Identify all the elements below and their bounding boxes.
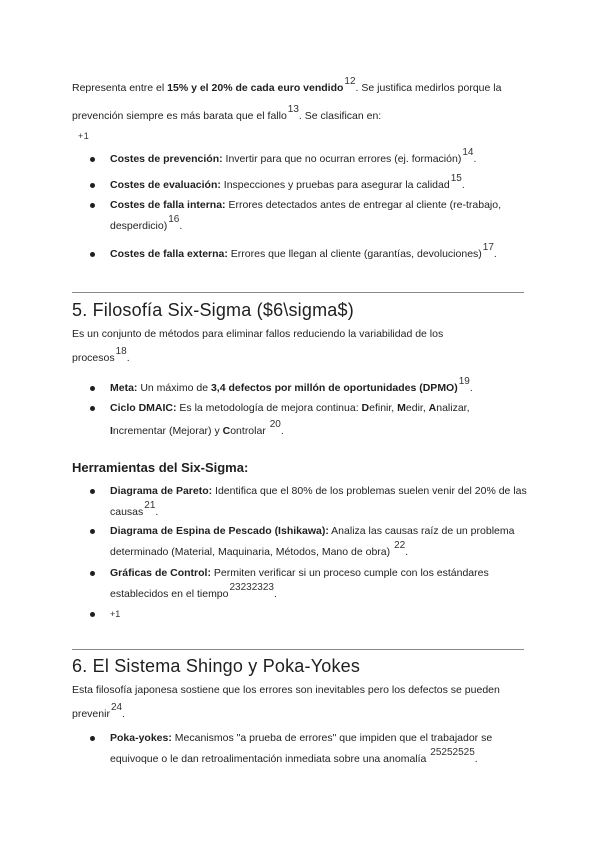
list-item-text: Errores que llegan al cliente (garantías, devoluciones) bbox=[227, 248, 482, 260]
footnote-ref[interactable]: 24 bbox=[110, 702, 123, 713]
list-item-label: Costes de falla externa: bbox=[110, 248, 228, 260]
bullet bbox=[90, 386, 95, 391]
list-item-diagrama-pareto bbox=[110, 481, 530, 523]
list-item-label: Meta: bbox=[110, 382, 138, 394]
list-item-costes-prevencion bbox=[110, 149, 530, 170]
dmaic-letter: D bbox=[361, 402, 370, 414]
footnote-ref[interactable]: 13 bbox=[287, 104, 299, 115]
footnote-ref[interactable]: 16 bbox=[168, 214, 180, 225]
section-heading-six-sigma: 5. Filosofía Six-Sigma ($6\sigma$) bbox=[72, 300, 354, 320]
punctuation: . bbox=[155, 506, 159, 518]
punctuation: . bbox=[473, 153, 477, 165]
list-item-text: Invertir para que no ocurran errores (ej. formación) bbox=[222, 153, 462, 165]
bullet bbox=[90, 571, 95, 576]
dmaic-letter: A bbox=[428, 402, 437, 414]
footnote-ref[interactable]: 22 bbox=[394, 540, 406, 551]
section-divider bbox=[72, 292, 524, 293]
list-item-label: Gráficas de Control: bbox=[110, 567, 211, 579]
intro-text: Representa entre el bbox=[72, 82, 168, 94]
footnote-ref[interactable]: 21 bbox=[144, 500, 156, 511]
footnote-ref[interactable]: 20 bbox=[269, 419, 281, 430]
punctuation: . bbox=[122, 708, 125, 720]
intro-text: prevención siempre es más barata que el fallo bbox=[72, 110, 287, 122]
intro-text: . Se justifica medirlos porque la bbox=[355, 82, 502, 94]
footnote-ref[interactable]: 19 bbox=[458, 376, 470, 387]
dmaic-letter: I bbox=[110, 425, 113, 437]
list-item-text: efinir, bbox=[369, 402, 398, 414]
bullet bbox=[90, 489, 95, 494]
list-item-label: Costes de falla interna: bbox=[110, 199, 226, 211]
paragraph-text: prevenir bbox=[72, 708, 110, 720]
section-heading-shingo: 6. El Sistema Shingo y Poka-Yokes bbox=[72, 656, 361, 676]
shingo-paragraph-line-2 bbox=[72, 700, 532, 729]
intro-paragraph-line-1 bbox=[72, 74, 532, 103]
intro-bold-text: 15% y el 20% de cada euro vendido bbox=[167, 82, 344, 94]
list-item-empty bbox=[110, 604, 530, 625]
bullet bbox=[90, 157, 95, 162]
paragraph-text: Es un conjunto de métodos para eliminar fallos reduciendo la variabilidad de los bbox=[72, 328, 444, 340]
footnote-ref[interactable]: 23232323 bbox=[229, 582, 274, 593]
intro-text: . Se clasifican en: bbox=[298, 110, 382, 122]
list-item-text: Inspecciones y pruebas para asegurar la calidad bbox=[220, 179, 450, 191]
footnote-ref[interactable]: 18 bbox=[115, 346, 127, 357]
footnote-ref[interactable]: 15 bbox=[450, 173, 462, 184]
intro-paragraph-line-2 bbox=[72, 102, 532, 131]
punctuation: . bbox=[493, 248, 497, 260]
list-item-text: Analiza las causas raíz de un problema determinado (Material, Maquinaria, Métodos, Mano de obra) bbox=[110, 525, 515, 558]
footnote-ref[interactable]: 14 bbox=[462, 147, 474, 158]
punctuation: . bbox=[126, 352, 130, 364]
footnote-ref[interactable]: 17 bbox=[482, 242, 494, 253]
punctuation: . bbox=[179, 220, 183, 232]
citation-tag[interactable]: +1 bbox=[78, 131, 90, 141]
paragraph-text: procesos bbox=[72, 352, 115, 364]
bullet bbox=[90, 612, 95, 617]
list-item-meta bbox=[110, 378, 530, 399]
list-item-text: Errores detectados antes de entregar al cliente (re-trabajo, desperdicio) bbox=[110, 199, 502, 232]
list-item-label: Diagrama de Pareto: bbox=[110, 485, 213, 497]
dmaic-letter: C bbox=[222, 425, 231, 437]
list-item-label: Diagrama de Espina de Pescado (Ishikawa): bbox=[110, 525, 329, 537]
punctuation: . bbox=[405, 546, 409, 558]
punctuation: . bbox=[274, 588, 277, 600]
section-divider bbox=[72, 649, 524, 650]
list-item-text: Es la metodología de mejora continua: bbox=[176, 402, 362, 414]
dmaic-line-2 bbox=[110, 421, 530, 442]
punctuation: . bbox=[469, 382, 473, 394]
punctuation: . bbox=[474, 753, 478, 765]
list-item-text: Un máximo de bbox=[137, 382, 211, 394]
footnote-ref[interactable]: 12 bbox=[344, 76, 356, 87]
list-item-costes-evaluacion bbox=[110, 175, 530, 196]
list-item-text: ontrolar bbox=[230, 425, 269, 437]
list-item-text: edir, bbox=[405, 402, 429, 414]
list-item-label: Costes de evaluación: bbox=[110, 179, 221, 191]
list-item-label: Poka-yokes: bbox=[110, 732, 172, 744]
list-item-text: Identifica que el 80% de los problemas suelen venir del 20% de las causas bbox=[110, 485, 527, 518]
bullet bbox=[90, 203, 95, 208]
list-item-text: ncrementar (Mejorar) y bbox=[112, 425, 223, 437]
list-item-label: Costes de prevención: bbox=[110, 153, 223, 165]
bullet bbox=[90, 406, 95, 411]
list-item-text: Permiten verificar si un proceso cumple con los estándares establecidos en el tiempo bbox=[110, 567, 489, 600]
bullet bbox=[90, 183, 95, 188]
bullet bbox=[90, 736, 95, 741]
list-item-text: nalizar, bbox=[436, 402, 470, 414]
list-item-label: Ciclo DMAIC: bbox=[110, 402, 177, 414]
footnote-ref[interactable]: 25252525 bbox=[430, 747, 475, 758]
punctuation: . bbox=[280, 425, 284, 437]
list-item-text: Mecanismos "a prueba de errores" que impiden que el trabajador se equivoque o le dan retroalimentación inmediata sobre una anomalía bbox=[110, 732, 493, 765]
punctuation: . bbox=[461, 179, 465, 191]
bullet bbox=[90, 529, 95, 534]
citation-tag[interactable]: +1 bbox=[110, 609, 121, 619]
list-item-poka-yokes bbox=[110, 728, 530, 770]
list-item-ciclo-dmaic bbox=[110, 398, 530, 442]
tools-heading: Herramientas del Six-Sigma: bbox=[72, 460, 249, 475]
six-sigma-paragraph-line-2 bbox=[72, 344, 532, 373]
list-item-diagrama-ishikawa bbox=[110, 521, 530, 563]
list-item-costes-falla-externa bbox=[110, 244, 530, 265]
list-item-bold-text: 3,4 defectos por millón de oportunidades (DPMO) bbox=[210, 382, 458, 394]
dmaic-letter: M bbox=[397, 402, 406, 414]
list-item-graficas-control bbox=[110, 563, 530, 605]
bullet bbox=[90, 252, 95, 257]
paragraph-text: Esta filosofía japonesa sostiene que los errores son inevitables pero los defectos se pueden bbox=[72, 684, 500, 696]
list-item-costes-falla-interna bbox=[110, 195, 530, 237]
